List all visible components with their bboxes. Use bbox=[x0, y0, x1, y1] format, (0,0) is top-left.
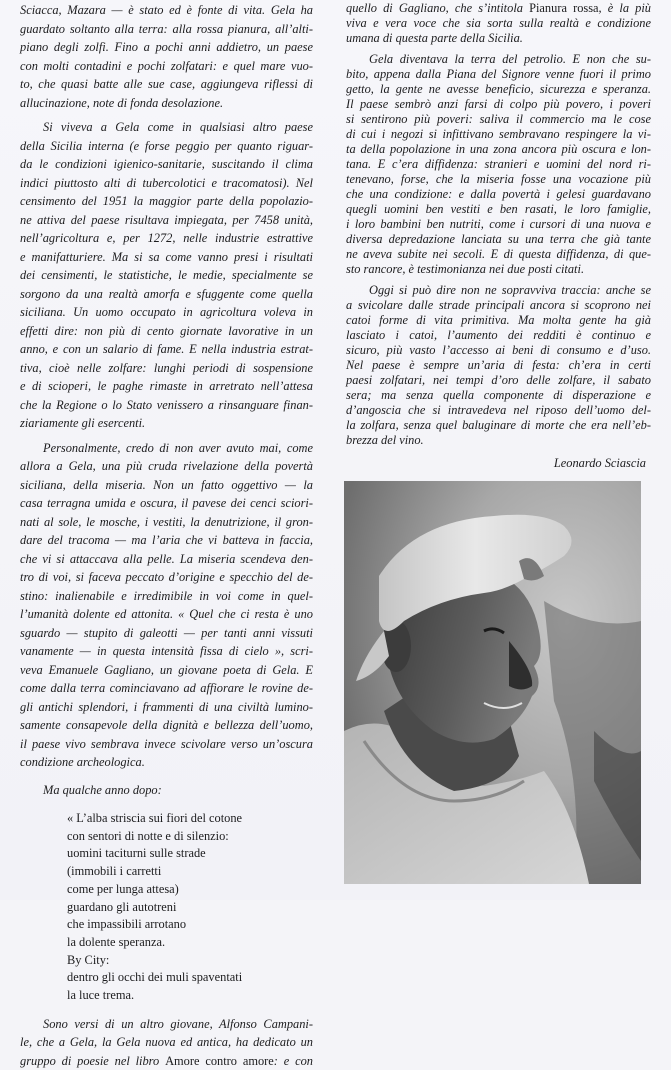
lead-in-text: Ma qualche anno dopo: bbox=[43, 782, 162, 797]
poem-line: By City: bbox=[67, 952, 110, 967]
text-line: nell’agricoltura e, per 1272, nelle industrie estrattive bbox=[20, 231, 313, 245]
text-line: e manifatturiere. Ma si sa come vanno presi i risultati bbox=[20, 249, 313, 264]
text-fragment: : e con bbox=[273, 1053, 313, 1068]
text-line: Sono versi di un altro giovane, Alfonso Campani- bbox=[43, 1016, 313, 1031]
text-line: dare del tracoma — ma l’aria che vi batteva in faccia, bbox=[20, 533, 313, 547]
poem-line: (immobili i carretti bbox=[67, 864, 162, 879]
text-line: lasciato i catoi, l’aumento dei redditi è continuo e bbox=[346, 328, 651, 342]
text-line: Sciacca, Mazara — è stato ed è fonte di vita. Gela ha bbox=[20, 3, 313, 17]
book-title: Pianura rossa bbox=[529, 1, 599, 15]
text-line: Si viveva a Gela come in qualsiasi altro paese bbox=[43, 120, 313, 134]
text-line: getto, la gente ne avesse beneficio, sicurezza e speranza. bbox=[346, 82, 651, 96]
text-fragment: gruppo di poesie nel libro bbox=[20, 1053, 166, 1068]
text-line: casa terragna umida e oscura, il pavese dei cenci sciori- bbox=[20, 496, 313, 510]
text-line: paesi zolfatari, nei tempi d’oro delle zolfare, il sabato bbox=[346, 373, 651, 387]
text-line: siciliana. Un uomo occupato in agricoltura voleva in bbox=[20, 305, 313, 319]
text-line: viva e vera voce che sia sorta sulla realtà e condizione bbox=[346, 16, 651, 30]
text-line: da le condizioni igienico-sanitarie, suscitando il clima bbox=[20, 157, 313, 171]
text-line: che una condizione: e dalla povertà i gelesi guardavano bbox=[346, 187, 651, 201]
text-line: ziariamente gli esercenti. bbox=[20, 416, 146, 430]
text-line: si sentirono più poveri: saliva il commercio ma le cose bbox=[346, 112, 651, 126]
text-line: i loro bambini ben nutriti, come i cursori di una nuova e bbox=[346, 217, 651, 231]
text-line: anno, e con un salario di fame. E nella industria estrat- bbox=[20, 342, 313, 356]
poem bbox=[20, 810, 313, 1005]
book-title: Amore contro amore bbox=[165, 1053, 274, 1068]
text-line: to, che quasi batte alle sue case, aggiungeva riflessi di bbox=[20, 77, 313, 91]
poem-line: con sentori di notte e di silenzio: bbox=[67, 828, 229, 843]
text-line: sguardo — stupito di galeotti — per tanti anni vissuti bbox=[20, 625, 313, 640]
text-line: tro di voi, si faceva peccato d’origine e specchio del de- bbox=[20, 570, 313, 584]
text-line: catoi forme di vita primitiva. Ma molta gente ha già bbox=[346, 313, 651, 327]
text-line: Gela diventava la terra del petrolio. E non che su- bbox=[369, 52, 651, 66]
paragraph-3 bbox=[20, 439, 313, 772]
poem-line: la dolente speranza. bbox=[67, 934, 166, 949]
paragraph-2 bbox=[20, 118, 313, 433]
text-line: Nel paese è sempre un’aria di festa: ch’era in certi bbox=[346, 358, 651, 372]
text-line: dei censimenti, le statistiche, le medie, specialmente se bbox=[20, 268, 313, 282]
right-column bbox=[346, 1, 651, 471]
text-line: quegli uomini ben vestiti e ben rasati, le loro famiglie, bbox=[346, 202, 651, 216]
text-line: che la Regione o lo Stato venissero a rinsanguare finan- bbox=[20, 397, 313, 412]
text-line: come dalla terra cominciavano ad affiorare le rovine de- bbox=[20, 681, 313, 695]
text-line: di cui i negozi si infittivano sembravano respingere la vi- bbox=[346, 127, 651, 141]
text-line: tana. E c’era diffidenza: stranieri e uomini del nord ri- bbox=[346, 157, 651, 171]
poem-line: che impassibili arrotano bbox=[67, 917, 187, 932]
text-line: della Sicilia interna (e forse peggio per quanto riguar- bbox=[20, 138, 313, 153]
text-line: sicuro, più vasto l’accesso ai beni di consumo e d’uso. bbox=[346, 343, 651, 357]
text-line: censimento del 1951 la maggior parte della popolazio- bbox=[20, 194, 313, 208]
text-line bbox=[20, 1052, 313, 1070]
text-line: tenevano, forse, che la miseria fosse una vocazione più bbox=[346, 172, 651, 186]
text-line: sorgono da una realtà amorfa e sfuggente come quella bbox=[20, 286, 313, 301]
text-line: sera; ma senza quella componente di disperazione e bbox=[346, 388, 651, 402]
portrait-image bbox=[344, 481, 641, 884]
poem-line: dentro gli occhi dei muli spaventati bbox=[67, 970, 243, 985]
text-line: con molti contadini e pochi zolfatari: e quel mare vuo- bbox=[20, 58, 313, 73]
poem-line: uomini taciturni sulle strade bbox=[67, 846, 206, 861]
paragraph-1 bbox=[20, 1, 313, 112]
text-line: sto rancore, è testimonianza nei due posti citati. bbox=[346, 262, 585, 276]
text-line: Personalmente, credo di non aver avuto mai, come bbox=[43, 440, 313, 455]
text-line: d’angoscia che si intravedeva nel riposo dell’uomo del- bbox=[346, 403, 651, 417]
text-line: vanamente — in questa intensità fissa di cielo », scri- bbox=[20, 644, 313, 658]
left-column bbox=[20, 1, 313, 1070]
text-line: indici piuttosto alti di tubercolotici e tracomatosi). Nel bbox=[20, 175, 313, 190]
text-line: gli antichi splendori, i frammenti di una civiltà lumino- bbox=[20, 699, 313, 714]
text-line: ta della popolazione in una zona ancora più oscura e lon- bbox=[346, 142, 651, 156]
text-line: Oggi si può dire non ne sopravviva traccia: anche se bbox=[369, 283, 651, 297]
text-line: bito, appena dalla Piana del Signore venne fuori il primo bbox=[346, 67, 651, 81]
text-line: ne attiva del paese risultava impiegata, per 7458 unità, bbox=[20, 212, 313, 227]
text-line: allora a Gela, una più cruda rivelazione della povertà bbox=[20, 459, 313, 473]
text-line: le, che a Gela, la Gela nuova ed antica, ha dedicato un bbox=[20, 1035, 313, 1050]
text-line: effetti dire: non più di cento giornate lavorative in un bbox=[20, 323, 313, 338]
poem-line: « L’alba striscia sui fiori del cotone bbox=[67, 811, 243, 825]
text-line: tiva, cioè nelle zolfare: lunghi periodi di sospensione bbox=[20, 360, 313, 375]
text-line: diversa depredazione lanciata su una terra che già tante bbox=[346, 232, 651, 246]
text-fragment: quello di Gagliano, che s’intitola bbox=[346, 1, 530, 15]
author-signature: Leonardo Sciascia bbox=[553, 456, 646, 470]
text-line: siciliana, della miseria. Non un fatto oggettivo — la bbox=[20, 477, 313, 492]
text-line: condizione archeologica. bbox=[20, 755, 145, 769]
text-line: che vi si attaccava alla pelle. La miseria scendeva den- bbox=[20, 551, 313, 566]
paragraph-1 bbox=[346, 1, 651, 46]
poem-line: la luce trema. bbox=[67, 988, 135, 1003]
text-line: Il paese sembrò anzi farsi di colpo più povero, i poveri bbox=[346, 97, 651, 111]
poem-lead-in bbox=[20, 781, 313, 800]
text-line: veva Emanuele Gagliano, un giovane poeta di Gela. E bbox=[20, 662, 313, 677]
text-line: ne aveva subite nei secoli. E di questa diffidenza, di que- bbox=[346, 247, 651, 261]
text-line: nati al sole, le mosche, i vestiti, la denutrizione, il gron- bbox=[20, 514, 313, 529]
text-line: e di scioperi, le paghe rimaste in arretrato nell’attesa bbox=[20, 379, 313, 393]
text-line: l’umanità dolente ed attonita. « Quel che ci resta è uno bbox=[20, 607, 313, 621]
text-line: allucinazione, note di fonda desolazione. bbox=[20, 95, 224, 110]
poem-line: come per lunga attesa) bbox=[67, 881, 179, 896]
text-line: la zolfara, senza quel baluginare di morte che era nell’eb- bbox=[346, 418, 651, 432]
text-line: brezza del vino. bbox=[346, 433, 424, 447]
paragraph-3 bbox=[346, 283, 651, 448]
paragraph-4 bbox=[20, 1015, 313, 1070]
text-line bbox=[346, 1, 651, 16]
text-line: a svicolare dalle strade principali ancora si scoprono nei bbox=[346, 298, 651, 312]
portrait-photo bbox=[344, 481, 641, 884]
text-line: samente consapevole della dignità e bellezza dell’uomo, bbox=[20, 718, 313, 732]
text-fragment: , è la più bbox=[598, 1, 651, 15]
text-line: il paese vivo sembrava invece scivolare verso un’oscura bbox=[20, 736, 313, 751]
text-line: stino: inalienabile e irredimibile in voi come in quel- bbox=[20, 588, 313, 603]
text-line: umana di questa parte della Sicilia. bbox=[346, 31, 523, 45]
text-line: guardato soltanto alla terra: alla rossa pianura, all’alti- bbox=[20, 21, 313, 36]
poem-line: guardano gli autotreni bbox=[67, 899, 177, 914]
text-line: piano degli zolfi. Fino a pochi anni addietro, un paese bbox=[20, 40, 313, 54]
paragraph-2 bbox=[346, 52, 651, 277]
